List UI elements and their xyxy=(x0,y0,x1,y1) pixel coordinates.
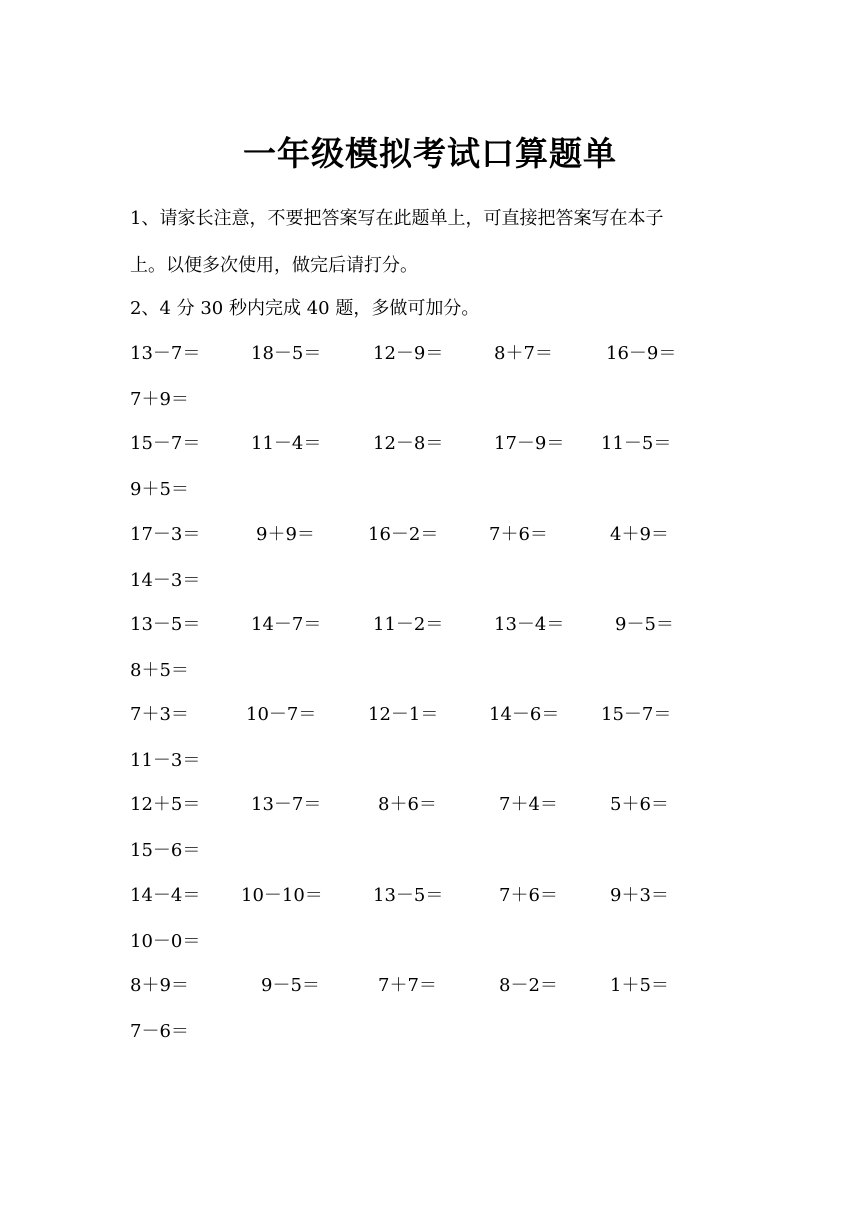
math-problem: 7＋6＝ xyxy=(499,885,558,906)
math-problem: 9＋3＝ xyxy=(610,885,669,906)
instruction-line-2: 上。以便多次使用，做完后请打分。 xyxy=(130,255,418,276)
math-problem: 15－7＝ xyxy=(130,433,201,454)
math-problem: 16－2＝ xyxy=(368,524,439,545)
page-title: 一年级模拟考试口算题单 xyxy=(243,134,617,173)
math-problem: 11－5＝ xyxy=(601,433,672,454)
math-problem: 1＋5＝ xyxy=(610,975,669,996)
math-problem: 7－6＝ xyxy=(130,1021,189,1042)
math-problem: 14－3＝ xyxy=(130,570,201,591)
math-problem: 10－7＝ xyxy=(246,704,317,725)
math-problem: 13－7＝ xyxy=(130,343,201,364)
math-problem: 8＋9＝ xyxy=(130,975,189,996)
math-problem: 7＋4＝ xyxy=(499,794,558,815)
math-problem: 7＋3＝ xyxy=(130,704,189,725)
math-problem: 14－4＝ xyxy=(130,885,201,906)
math-problem: 13－5＝ xyxy=(373,885,444,906)
math-problem: 13－7＝ xyxy=(251,794,322,815)
instruction-line-1: 1、请家长注意，不要把答案写在此题单上，可直接把答案写在本子 xyxy=(130,208,664,229)
math-problem: 13－5＝ xyxy=(130,614,201,635)
math-problem: 9＋5＝ xyxy=(130,479,189,500)
math-problem: 11－3＝ xyxy=(130,750,201,771)
math-problem: 7＋9＝ xyxy=(130,389,189,410)
math-problem: 12－1＝ xyxy=(368,704,439,725)
math-problem: 15－7＝ xyxy=(601,704,672,725)
instruction-line-3: 2、4 分 30 秒内完成 40 题，多做可加分。 xyxy=(130,298,480,319)
math-problem: 9＋9＝ xyxy=(256,524,315,545)
math-problem: 8＋7＝ xyxy=(494,343,553,364)
math-problem: 10－10＝ xyxy=(241,885,323,906)
math-problem: 17－3＝ xyxy=(130,524,201,545)
math-problem: 7＋6＝ xyxy=(489,524,548,545)
math-problem: 12－9＝ xyxy=(373,343,444,364)
math-problem: 17－9＝ xyxy=(494,433,565,454)
math-problem: 16－9＝ xyxy=(606,343,677,364)
math-problem: 8＋5＝ xyxy=(130,660,189,681)
math-problem: 8－2＝ xyxy=(499,975,558,996)
math-problem: 18－5＝ xyxy=(251,343,322,364)
math-problem: 4＋9＝ xyxy=(610,524,669,545)
math-problem: 13－4＝ xyxy=(494,614,565,635)
math-problem: 11－2＝ xyxy=(373,614,444,635)
math-problem: 8＋6＝ xyxy=(378,794,437,815)
math-problem: 11－4＝ xyxy=(251,433,322,454)
math-problem: 14－6＝ xyxy=(489,704,560,725)
math-problem: 12＋5＝ xyxy=(130,794,201,815)
math-problem: 14－7＝ xyxy=(251,614,322,635)
math-problem: 15－6＝ xyxy=(130,840,201,861)
math-problem: 12－8＝ xyxy=(373,433,444,454)
math-problem: 9－5＝ xyxy=(261,975,320,996)
math-problem: 9－5＝ xyxy=(615,614,674,635)
math-problem: 7＋7＝ xyxy=(378,975,437,996)
math-problem: 10－0＝ xyxy=(130,931,201,952)
math-problem: 5＋6＝ xyxy=(610,794,669,815)
